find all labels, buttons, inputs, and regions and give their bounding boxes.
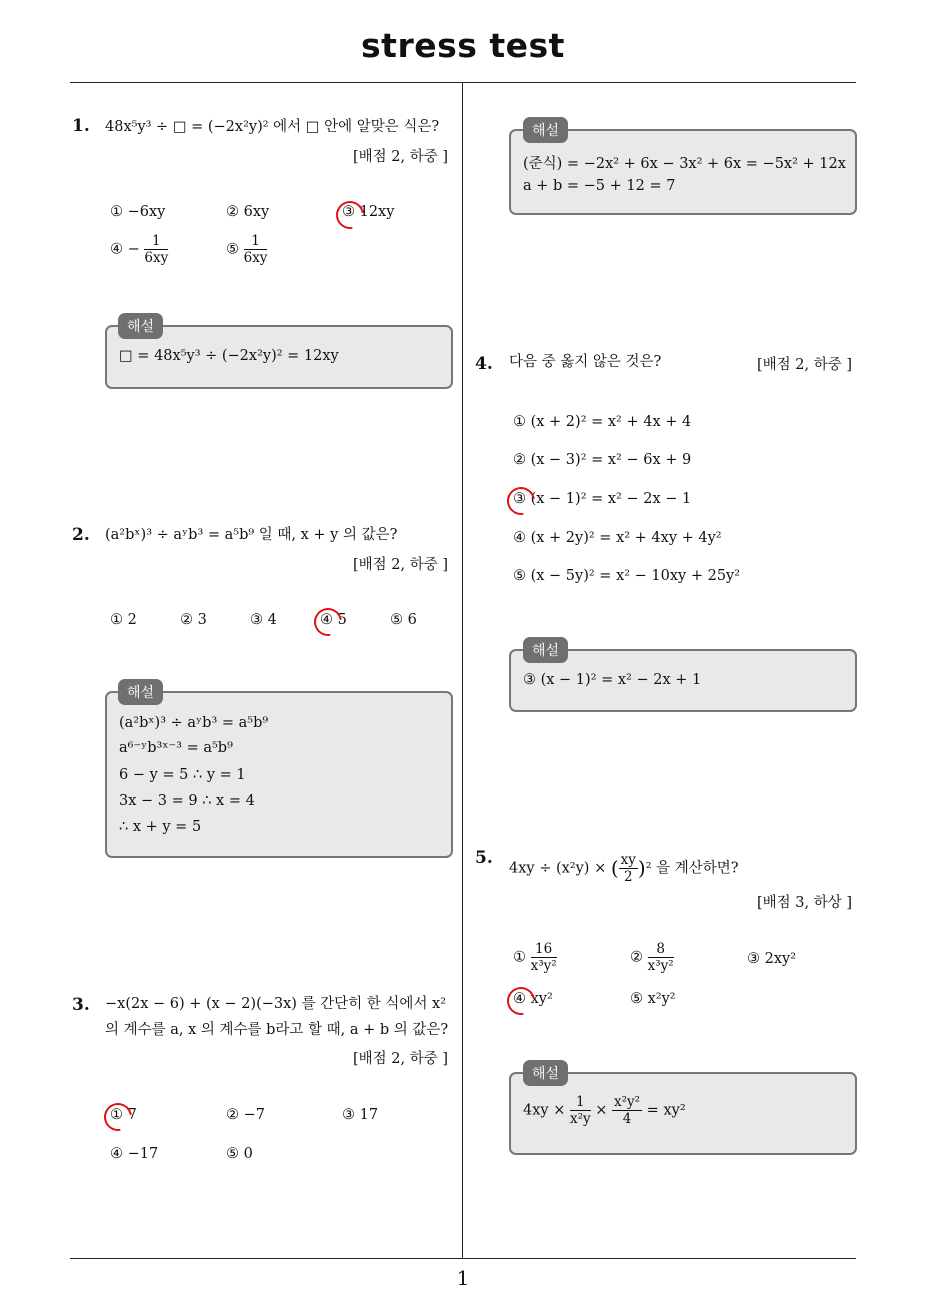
- expression-part: = xy²: [642, 1102, 686, 1119]
- choice-1[interactable]: ① (x + 2)² = x² + 4x + 4: [513, 414, 692, 430]
- solution-tag: 해설: [523, 1060, 568, 1086]
- fraction-denominator: 2: [623, 869, 633, 885]
- choice-5[interactable]: ⑤ 0: [226, 1146, 253, 1162]
- question-number: 1.: [72, 116, 90, 136]
- answer-mark: [331, 196, 370, 235]
- solution-tag: 해설: [523, 117, 568, 143]
- question-number: 3.: [72, 995, 90, 1015]
- question-text-line-2: 의 계수를 a, x 의 계수를 b라고 할 때, a + b 의 값은?: [105, 1022, 449, 1038]
- expression-part: 4xy ÷ (x²y) ×: [509, 860, 611, 877]
- solution-text: □ = 48x⁵y³ ÷ (−2x²y)² = 12xy: [119, 348, 339, 364]
- fraction-denominator: x³y²: [647, 958, 674, 974]
- solution-tag: 해설: [118, 679, 163, 705]
- question-number: 2.: [72, 525, 90, 545]
- solution-tag: 해설: [523, 637, 568, 663]
- choice-4[interactable]: [110, 233, 168, 266]
- fraction: [612, 1094, 642, 1127]
- choice-3[interactable]: ③ (x − 1)² = x² − 2x − 1: [513, 491, 692, 507]
- choice-4[interactable]: ④ 5: [320, 612, 347, 628]
- solution-line: a + b = −5 + 12 = 7: [523, 178, 676, 194]
- question-meta: [배점 2, 하중 ]: [756, 357, 852, 373]
- choice-2[interactable]: ② 6xy: [226, 204, 270, 220]
- fraction-numerator: xy: [620, 852, 636, 868]
- solution-line: ∴ x + y = 5: [119, 819, 202, 835]
- page-title: stress test: [361, 26, 565, 65]
- choice-3[interactable]: ③ 4: [250, 612, 277, 628]
- fraction-denominator: x²y: [569, 1111, 591, 1127]
- choice-1[interactable]: ① −6xy: [110, 204, 166, 220]
- question-number: 4.: [475, 354, 493, 374]
- question-number: 5.: [475, 848, 493, 868]
- fraction-numerator: 16: [531, 941, 557, 958]
- choice-1-label: ①: [513, 949, 526, 966]
- fraction-denominator: 6xy: [144, 250, 169, 266]
- question-text: (a²bˣ)³ ÷ aʸb³ = a⁵b⁹ 일 때, x + y 의 값은?: [105, 527, 398, 543]
- header-rule: [70, 82, 856, 83]
- page-number: 1: [456, 1266, 470, 1290]
- fraction: [570, 1094, 591, 1127]
- question-meta: [배점 2, 하중 ]: [352, 1051, 448, 1067]
- choice-1[interactable]: ① 7: [110, 1107, 137, 1123]
- fraction-denominator: 6xy: [243, 250, 268, 266]
- question-text: 48x⁵y³ ÷ □ = (−2x²y)² 에서 □ 안에 알맞은 식은?: [105, 119, 440, 135]
- choice-4[interactable]: ④ −17: [110, 1146, 159, 1162]
- choice-2[interactable]: ② (x − 3)² = x² − 6x + 9: [513, 452, 692, 468]
- fraction: [648, 941, 674, 974]
- answer-mark: [99, 1098, 138, 1137]
- expression-part: ×: [590, 1102, 612, 1119]
- choice-5[interactable]: [226, 233, 267, 266]
- solution-text: [523, 1094, 686, 1127]
- question-meta: [배점 3, 하상 ]: [756, 895, 852, 911]
- choice-4[interactable]: ④ (x + 2y)² = x² + 4xy + 4y²: [513, 530, 722, 546]
- fraction: [531, 941, 557, 974]
- fraction: [144, 233, 168, 266]
- solution-box: [105, 691, 453, 858]
- solution-tag: 해설: [118, 313, 163, 339]
- choice-5[interactable]: ⑤ (x − 5y)² = x² − 10xy + 25y²: [513, 568, 741, 584]
- choice-5[interactable]: ⑤ 6: [390, 612, 417, 628]
- fraction-denominator: x³y²: [530, 958, 557, 974]
- choice-2-label: ②: [630, 949, 643, 966]
- choice-4[interactable]: ④ xy²: [513, 991, 553, 1007]
- solution-line: 6 − y = 5 ∴ y = 1: [119, 767, 246, 783]
- solution-line: (준식) = −2x² + 6x − 3x² + 6x = −5x² + 12x: [523, 156, 846, 172]
- fraction: [619, 852, 638, 885]
- solution-line: (a²bˣ)³ ÷ aʸb³ = a⁵b⁹: [119, 715, 269, 731]
- fraction-numerator: x²y²: [614, 1094, 641, 1110]
- choice-2[interactable]: [630, 941, 674, 974]
- choice-5[interactable]: ⑤ x²y²: [630, 991, 676, 1007]
- choice-4-label: ④ −: [110, 241, 140, 258]
- choice-1[interactable]: ① 2: [110, 612, 137, 628]
- choice-2[interactable]: ② 3: [180, 612, 207, 628]
- fraction-numerator: 1: [570, 1094, 591, 1111]
- expression-part: ² 을 계산하면?: [645, 860, 739, 877]
- column-divider: [462, 83, 463, 1258]
- answer-mark: [502, 982, 541, 1021]
- solution-text: ③ (x − 1)² = x² − 2x + 1: [523, 672, 702, 688]
- fraction-numerator: 1: [244, 233, 268, 250]
- fraction-numerator: 8: [648, 941, 674, 958]
- choice-3[interactable]: ③ 2xy²: [747, 951, 797, 967]
- question-meta: [배점 2, 하중 ]: [352, 149, 448, 165]
- fraction-numerator: 1: [144, 233, 168, 250]
- answer-mark: [309, 603, 348, 642]
- expression-part: 4xy ×: [523, 1102, 570, 1119]
- solution-line: 3x − 3 = 9 ∴ x = 4: [119, 793, 255, 809]
- choice-2[interactable]: ② −7: [226, 1107, 265, 1123]
- answer-mark: [502, 482, 541, 521]
- choice-5-label: ⑤: [226, 241, 239, 258]
- choice-1[interactable]: [513, 941, 557, 974]
- fraction: [244, 233, 268, 266]
- footer-rule: [70, 1258, 856, 1259]
- fraction-denominator: 4: [622, 1111, 632, 1127]
- solution-line: a⁶⁻ʸb³ˣ⁻³ = a⁵b⁹: [119, 740, 233, 756]
- question-text-line-1: −x(2x − 6) + (x − 2)(−3x) 를 간단히 한 식에서 x²: [105, 996, 447, 1012]
- question-meta: [배점 2, 하중 ]: [352, 557, 448, 573]
- choice-3[interactable]: ③ 12xy: [342, 204, 395, 220]
- question-text: 4xy ÷ (x²y) × ( $\frac{xy}{2}$ )² 을 계산하면?: [509, 852, 739, 885]
- question-text: 다음 중 옳지 않은 것은?: [509, 354, 662, 370]
- choice-3[interactable]: ③ 17: [342, 1107, 379, 1123]
